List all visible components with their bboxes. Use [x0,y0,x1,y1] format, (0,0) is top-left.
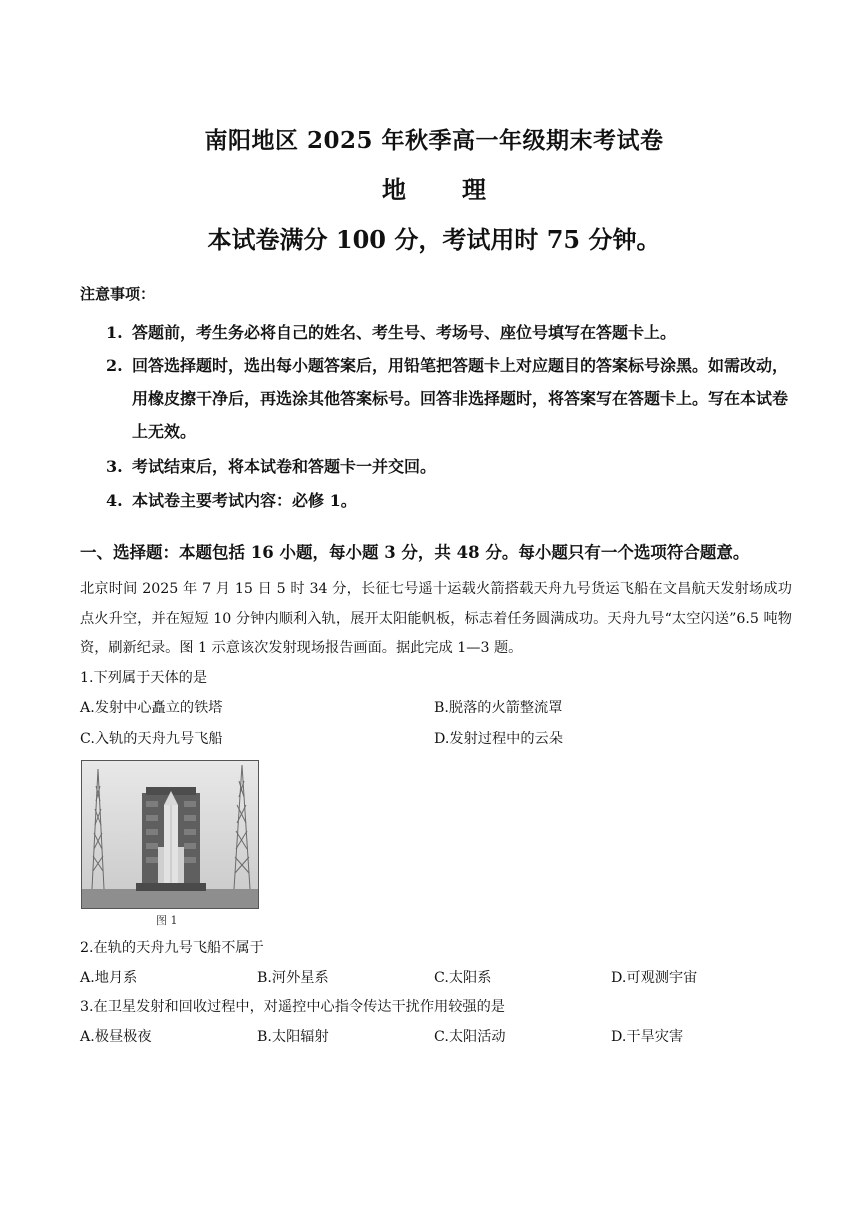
option-b[interactable]: B.脱落的火箭整流罩 [434,700,563,716]
option-a[interactable]: A.发射中心矗立的铁塔 [80,700,223,716]
notice-text: 答题前，考生务必将自己的姓名、考生号、考场号、座位号填写在答题卡上。 [132,323,677,342]
rocket-launch-image [82,761,258,908]
launch-photo [81,760,259,909]
subject-char: 地 [382,175,406,204]
section-heading: 一、选择题：本题包括 16 小题，每小题 3 分，共 48 分。每小题只有一个选项符合题意。 [80,543,750,562]
option-a[interactable]: A.极昼极夜 [80,1029,152,1045]
notice-text: 回答选择题时，选出每小题答案后，用铅笔把答题卡上对应题目的答案标号涂黑。如需改动，用橡皮擦干净后，再选涂其他答案标号。回答非选择题时，将答案写在答题卡上。写在本试卷上无效。 [132,356,789,441]
notice-item [106,349,796,448]
option-d[interactable]: D.发射过程中的云朵 [434,731,563,747]
option-c[interactable]: C.太阳活动 [434,1029,506,1045]
question-stem: 2.在轨的天舟九号飞船不属于 [80,940,264,956]
option-c[interactable]: C.太阳系 [434,970,492,986]
score-line: 本试卷满分 100 分，考试用时 75 分钟。 [207,225,661,254]
option-b[interactable]: B.河外星系 [257,970,329,986]
subject-title [0,170,868,205]
notice-number: 3. [106,457,123,476]
option-d[interactable]: D.可观测宇宙 [611,970,698,986]
reading-passage: 北京时间 2025 年 7 月 15 日 5 时 34 分，长征七号遥十运载火箭搭载天舟九号货运飞船在文昌航天发射场成功点火升空，并在短短 10 分钟内顺利入轨，展开太阳能帆板，标志着任务圆满成功。天舟九号“太空闪送”6.5 吨物资，刷新纪录。图 1 示意该次发射现场报告画面。据此完成 1—3 题。 [80,581,792,656]
notice-item [106,484,796,517]
notice-number: 4. [106,491,123,510]
notice-number: 2. [106,356,123,375]
question-stem: 1.下列属于天体的是 [80,670,208,686]
option-d[interactable]: D.干旱灾害 [611,1029,684,1045]
option-c[interactable]: C.入轨的天舟九号飞船 [80,731,223,747]
subject-char: 理 [462,175,486,204]
notice-number: 1. [106,323,123,342]
notice-text: 考试结束后，将本试卷和答题卡一并交回。 [132,457,437,476]
option-b[interactable]: B.太阳辐射 [257,1029,329,1045]
notice-heading: 注意事项： [80,285,156,303]
notice-text: 本试卷主要考试内容：必修 1。 [132,491,357,510]
option-a[interactable]: A.地月系 [80,970,138,986]
notice-item [106,316,796,349]
notice-item [106,450,796,483]
question-stem: 3.在卫星发射和回收过程中，对遥控中心指令传达干扰作用较强的是 [80,999,505,1015]
figure-caption: 图 1 [156,914,178,927]
exam-title: 南阳地区 2025 年秋季高一年级期末考试卷 [204,127,664,154]
